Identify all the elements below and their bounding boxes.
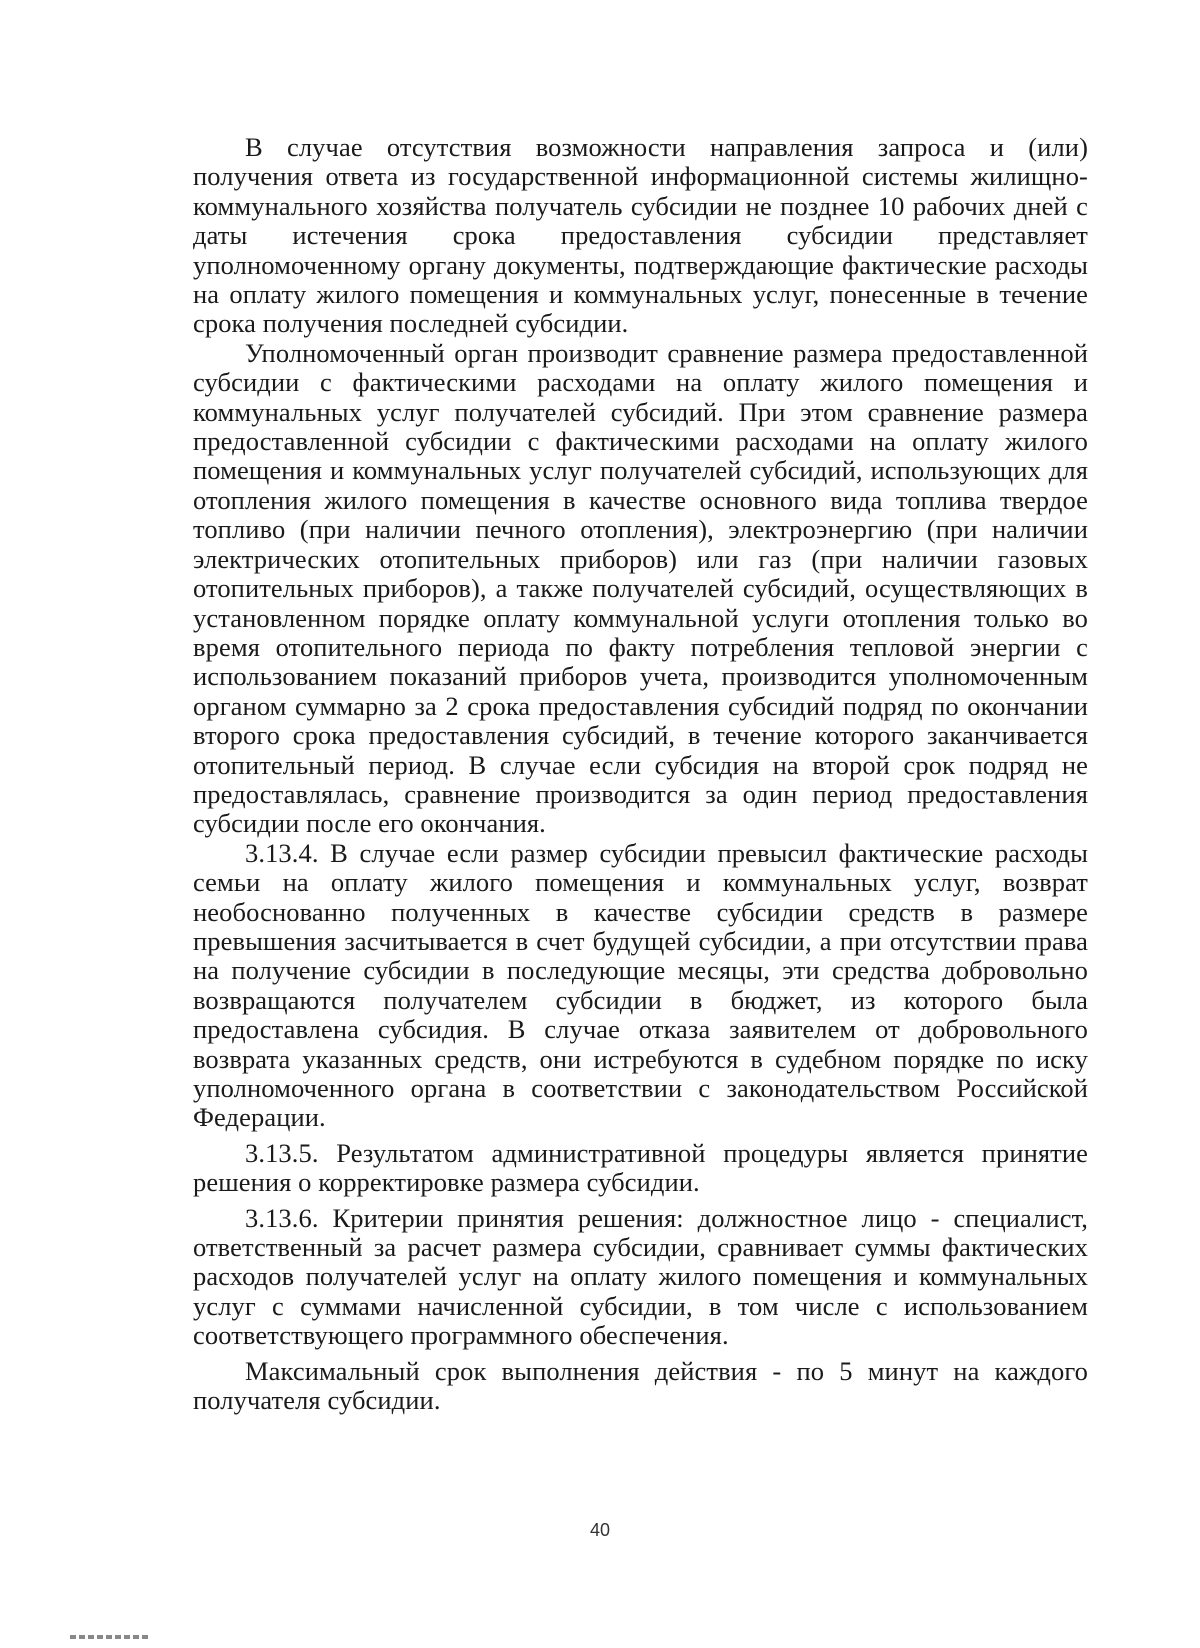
paragraph-3-13-6: 3.13.6. Критерии принятия решения: должностное лицо - специалист, ответственный за расчет размера субсидии, сравнивает суммы фактических расходов получателей услуг на оплату жилого помещения и коммунальных услуг с суммами начисленной субсидии, в том числе с использованием соответствующего программного обеспечения. — [193, 1202, 1088, 1351]
paragraph-comparison: Уполномоченный орган производит сравнение размера предоставленной субсидии с фактическими расходами на оплату жилого помещения и коммунальных услуг получателей субсидий. При этом сравнение размера предоставленной субсидии с фактическими расходами на оплату жилого помещения и коммунальных услуг получателей субсидий, использующих для отопления жилого помещения в качестве основного вида топлива твердое топливо (при наличии печного отопления), электроэнергию (при наличии электрических отопительных приборов) или газ (при наличии газовых отопительных приборов), а также получателей субсидий, осуществляющих в установленном порядке оплату коммунальной услуги отопления только во время отопительного периода по факту потребления тепловой энергии с использованием показаний приборов учета, производится уполномоченным органом суммарно за 2 срока предоставления субсидий подряд по окончании второго срока предоставления субсидий, в течение которого заканчивается отопительный период. В случае если субсидия на второй срок подряд не предоставлялась, сравнение производится за один период предоставления субсидии после его окончания. — [193, 337, 1088, 839]
paragraph-3-13-4: 3.13.4. В случае если размер субсидии превысил фактические расходы семьи на оплату жилого помещения и коммунальных услуг, возврат необоснованно полученных в качестве субсидии средств в размере превышения засчитывается в счет будущей субсидии, а при отсутствии права на получение субсидии в последующие месяцы, эти средства добровольно возвращаются получателем субсидии в бюджет, из которого была предоставлена субсидия. В случае отказа заявителем от добровольного возврата указанных средств, они истребуются в судебном порядке по иску уполномоченного органа в соответствии с законодательством Российской Федерации. — [193, 837, 1088, 1133]
paragraph-max-time: Максимальный срок выполнения действия - по 5 минут на каждого получателя субсидии. — [193, 1355, 1088, 1416]
scan-artifact — [70, 1635, 148, 1639]
paragraph-request-absence: В случае отсутствия возможности направления запроса и (или) получения ответа из государственной информационной системы жилищно-коммунального хозяйства получатель субсидии не позднее 10 рабочих дней с даты истечения срока предоставления субсидии представляет уполномоченному органу документы, подтверждающие фактические расходы на оплату жилого помещения и коммунальных услуг, понесенные в течение срока получения последней субсидии. — [193, 132, 1088, 339]
paragraph-3-13-5: 3.13.5. Результатом административной процедуры является принятие решения о корректировке размера субсидии. — [193, 1137, 1088, 1198]
document-body — [193, 133, 1088, 1415]
page-number: 40 — [589, 1520, 611, 1540]
